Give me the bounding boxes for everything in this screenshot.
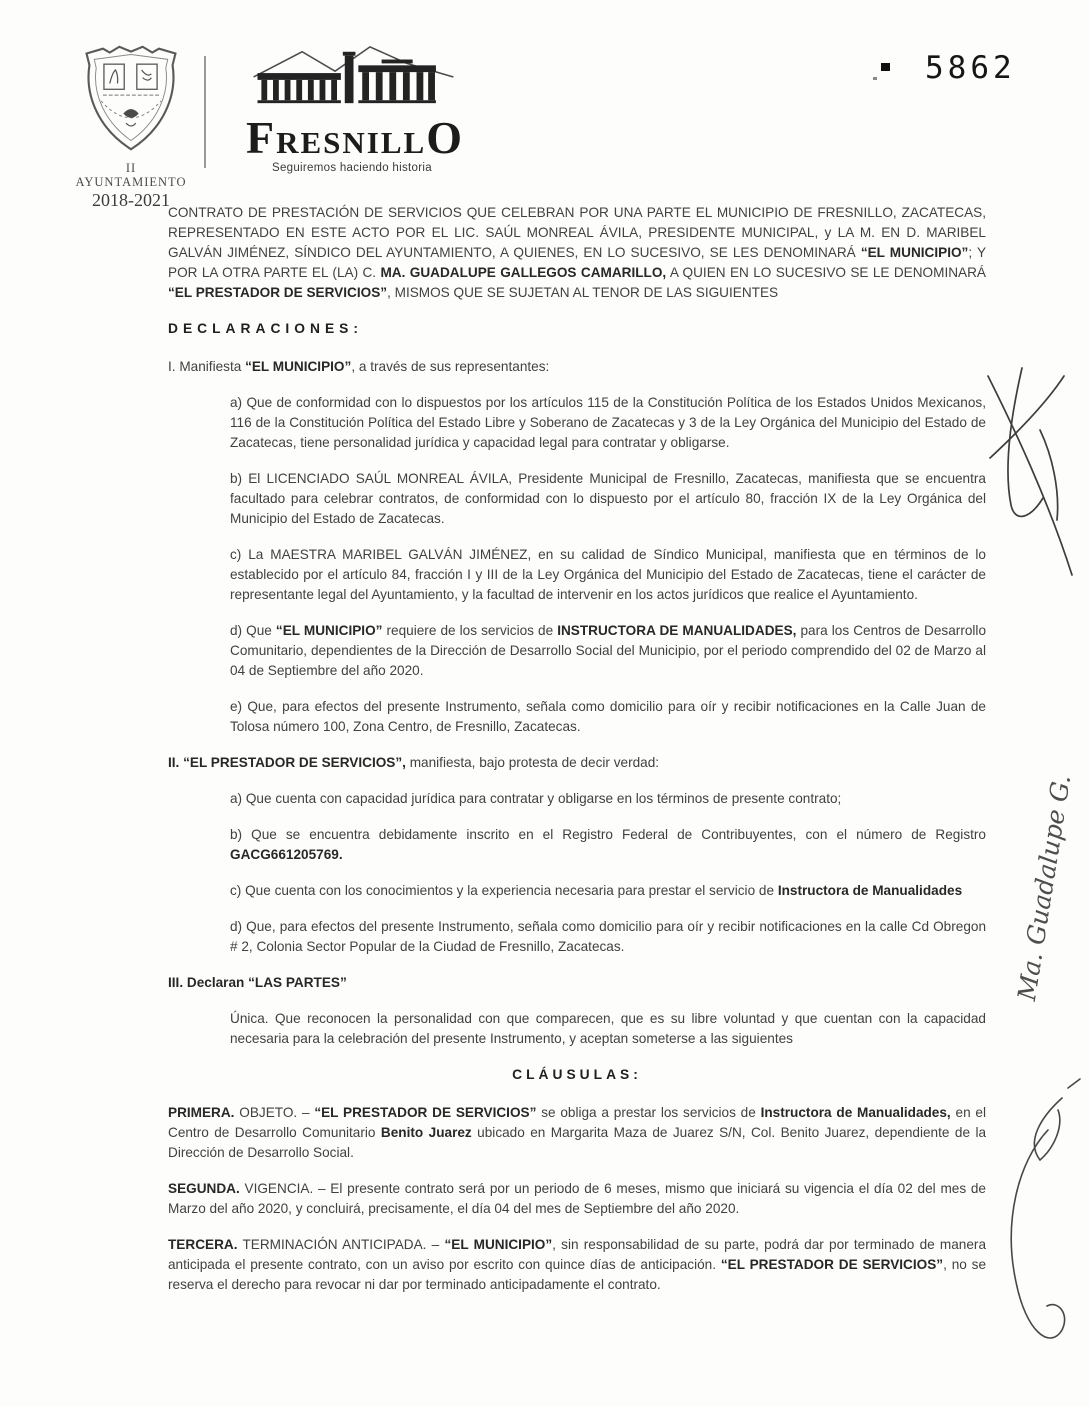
declaration-I: I. Manifiesta “EL MUNICIPIO”, a través de sus representantes: [168, 359, 550, 374]
declaration-II-items [230, 789, 986, 957]
clause-primera: PRIMERA. OBJETO. – “EL PRESTADOR DE SERVICIOS” se obliga a prestar los servicios de Instructora de Manualidades, en el Centro de Desarrollo Comunitario Benito Juarez ubicado en Margarita Maza de Juarez S/N, Col. Benito Juarez, dependiente de la Dirección de Desarrollo Social. [168, 1105, 987, 1160]
intro-paragraph: CONTRATO DE PRESTACIÓN DE SERVICIOS QUE CELEBRAN POR UNA PARTE EL MUNICIPIO DE FRESNILLO, ZACATECAS, REPRESENTADO EN ESTE ACTO POR EL LIC. SAÚL MONREAL ÁVILA, PRESIDENTE MUNICIPAL, y LA M. EN D. MARIBEL GALVÁN JIMÉNEZ, SÍNDICO DEL AYUNTAMIENTO, A QUIENES, EN LO SUCESIVO, SE LES DENOMINARÁ “EL MUNICIPIO”; Y POR LA OTRA PARTE EL (LA) C. MA. GUADALUPE GALLEGOS CAMARILLO, A QUIEN EN LO SUCESIVO SE LE DENOMINARÁ “EL PRESTADOR DE SERVICIOS”, MISMOS QUE SE SUJETAN AL TENOR DE LAS SIGUIENTES [168, 205, 987, 300]
declaration-II: II. “EL PRESTADOR DE SERVICIOS”, manifiesta, bajo protesta de decir verdad: [168, 755, 660, 770]
stamp-dot-icon [881, 63, 890, 71]
declaraciones-heading: DECLARACIONES: [168, 321, 363, 336]
declaration-I-e: e) Que, para efectos del presente Instrumento, señala como domicilio para oír y recibir notificaciones en la Calle Juan de Tolosa número 100, Zona Centro, de Fresnillo, Zacatecas. [230, 699, 986, 734]
monument-icon [251, 44, 456, 108]
logo-initial: F [246, 112, 277, 163]
contract-body [168, 203, 986, 1311]
coat-of-arms-icon [77, 40, 185, 156]
fresnillo-logo [246, 44, 464, 174]
declaration-II-a: a) Que cuenta con capacidad jurídica para contratar y obligarse en los términos de presente contrato; [230, 791, 842, 806]
logo-final: O [426, 112, 464, 163]
declaration-I-c: c) La MAESTRA MARIBEL GALVÁN JIMÉNEZ, en su calidad de Síndico Municipal, manifiesta que en términos de lo establecido por el artículo 84, fracción I y III de la Ley Orgánica del Municipio del Estado de Zacatecas, tiene el carácter de representante legal del Ayuntamiento, y la facultad de intervenir en los actos jurídicos que realice el Ayuntamiento. [230, 547, 986, 602]
unica-paragraph: Única. Que reconocen la personalidad con que comparecen, que es su libre voluntad y que cuentan con la capacidad necesaria para la celebración del presente Instrumento, y aceptan someterse a las siguientes [230, 1011, 986, 1046]
declaration-I-b: b) El LICENCIADO SAÚL MONREAL ÁVILA, Presidente Municipal de Fresnillo, Zacatecas, manifiesta que se encuentra facultado para celebrar contratos, de conformidad con lo dispuesto por el artículo 80, fracción IX de la Ley Orgánica del Municipio del Estado de Zacatecas. [230, 471, 986, 526]
crest-caption-line2: 2018-2021 [92, 189, 170, 210]
logo-middle: RESNILL [276, 125, 427, 160]
declaration-III-items [230, 1009, 986, 1049]
declaration-II-d: d) Que, para efectos del presente Instrumento, señala como domicilio para oír y recibir notificaciones en la calle Cd Obregon # 2, Colonia Sector Popular de la Ciudad de Fresnillo, Zacatecas. [230, 919, 986, 954]
header-divider [204, 56, 206, 168]
declaration-I-a: a) Que de conformidad con lo dispuestos por los artículos 115 de la Constitución Política de los Estados Unidos Mexicanos, 116 de la Constitución Política del Estado Libre y Soberano de Zacatecas y 3 de la Ley Orgánica del Municipio del Estado de Zacatecas, tiene personalidad jurídica y capacidad legal para contratar y obligarse. [230, 395, 986, 450]
clause-segunda: SEGUNDA. VIGENCIA. – El presente contrato será por un periodo de 6 meses, mismo que iniciará su vigencia el día 02 del mes de Marzo del año 2020, y concluirá, precisamente, el día 04 del mes de Septiembre del año 2020. [168, 1181, 986, 1216]
logo-tagline: Seguiremos haciendo historia [272, 162, 432, 174]
clause-tercera: TERCERA. TERMINACIÓN ANTICIPADA. – “EL MUNICIPIO”, sin responsabilidad de su parte, podrá dar por terminado de manera anticipada el presente contrato, con un aviso por escrito con quince días de anticipación. “EL PRESTADOR DE SERVICIOS”, no se reserva el derecho para revocar ni dar por terminado anticipadamente el contrato. [168, 1237, 987, 1292]
declaration-II-c: c) Que cuenta con los conocimientos y la experiencia necesaria para prestar el servicio de Instructora de Manualidades [230, 883, 963, 898]
margin-signature-text: Ma. Guadalupe G. [1012, 772, 1077, 1003]
declaration-II-b: b) Que se encuentra debidamente inscrito en el Registro Federal de Contribuyentes, con el número de Registro GACG661205769. [230, 827, 986, 862]
declaration-III: III. Declaran “LAS PARTES” [168, 975, 347, 990]
stamp-speck-icon [873, 77, 877, 80]
folio-number: 5862 [925, 50, 1016, 86]
clausulas-heading: CLÁUSULAS: [512, 1067, 642, 1082]
municipal-coat-of-arms [70, 40, 192, 210]
declaration-I-d: d) Que “EL MUNICIPIO” requiere de los servicios de INSTRUCTORA DE MANUALIDADES, para los Centros de Desarrollo Comunitario, dependientes de la Dirección de Desarrollo Social del Municipio, por el periodo comprendido del 02 de Marzo al 04 de Septiembre del año 2020. [230, 623, 987, 678]
crest-caption-line1: II AYUNTAMIENTO [75, 161, 187, 190]
signature-flourish-bottom [1011, 1079, 1080, 1338]
logo-wordmark [246, 112, 464, 163]
declaration-I-items [230, 393, 986, 737]
